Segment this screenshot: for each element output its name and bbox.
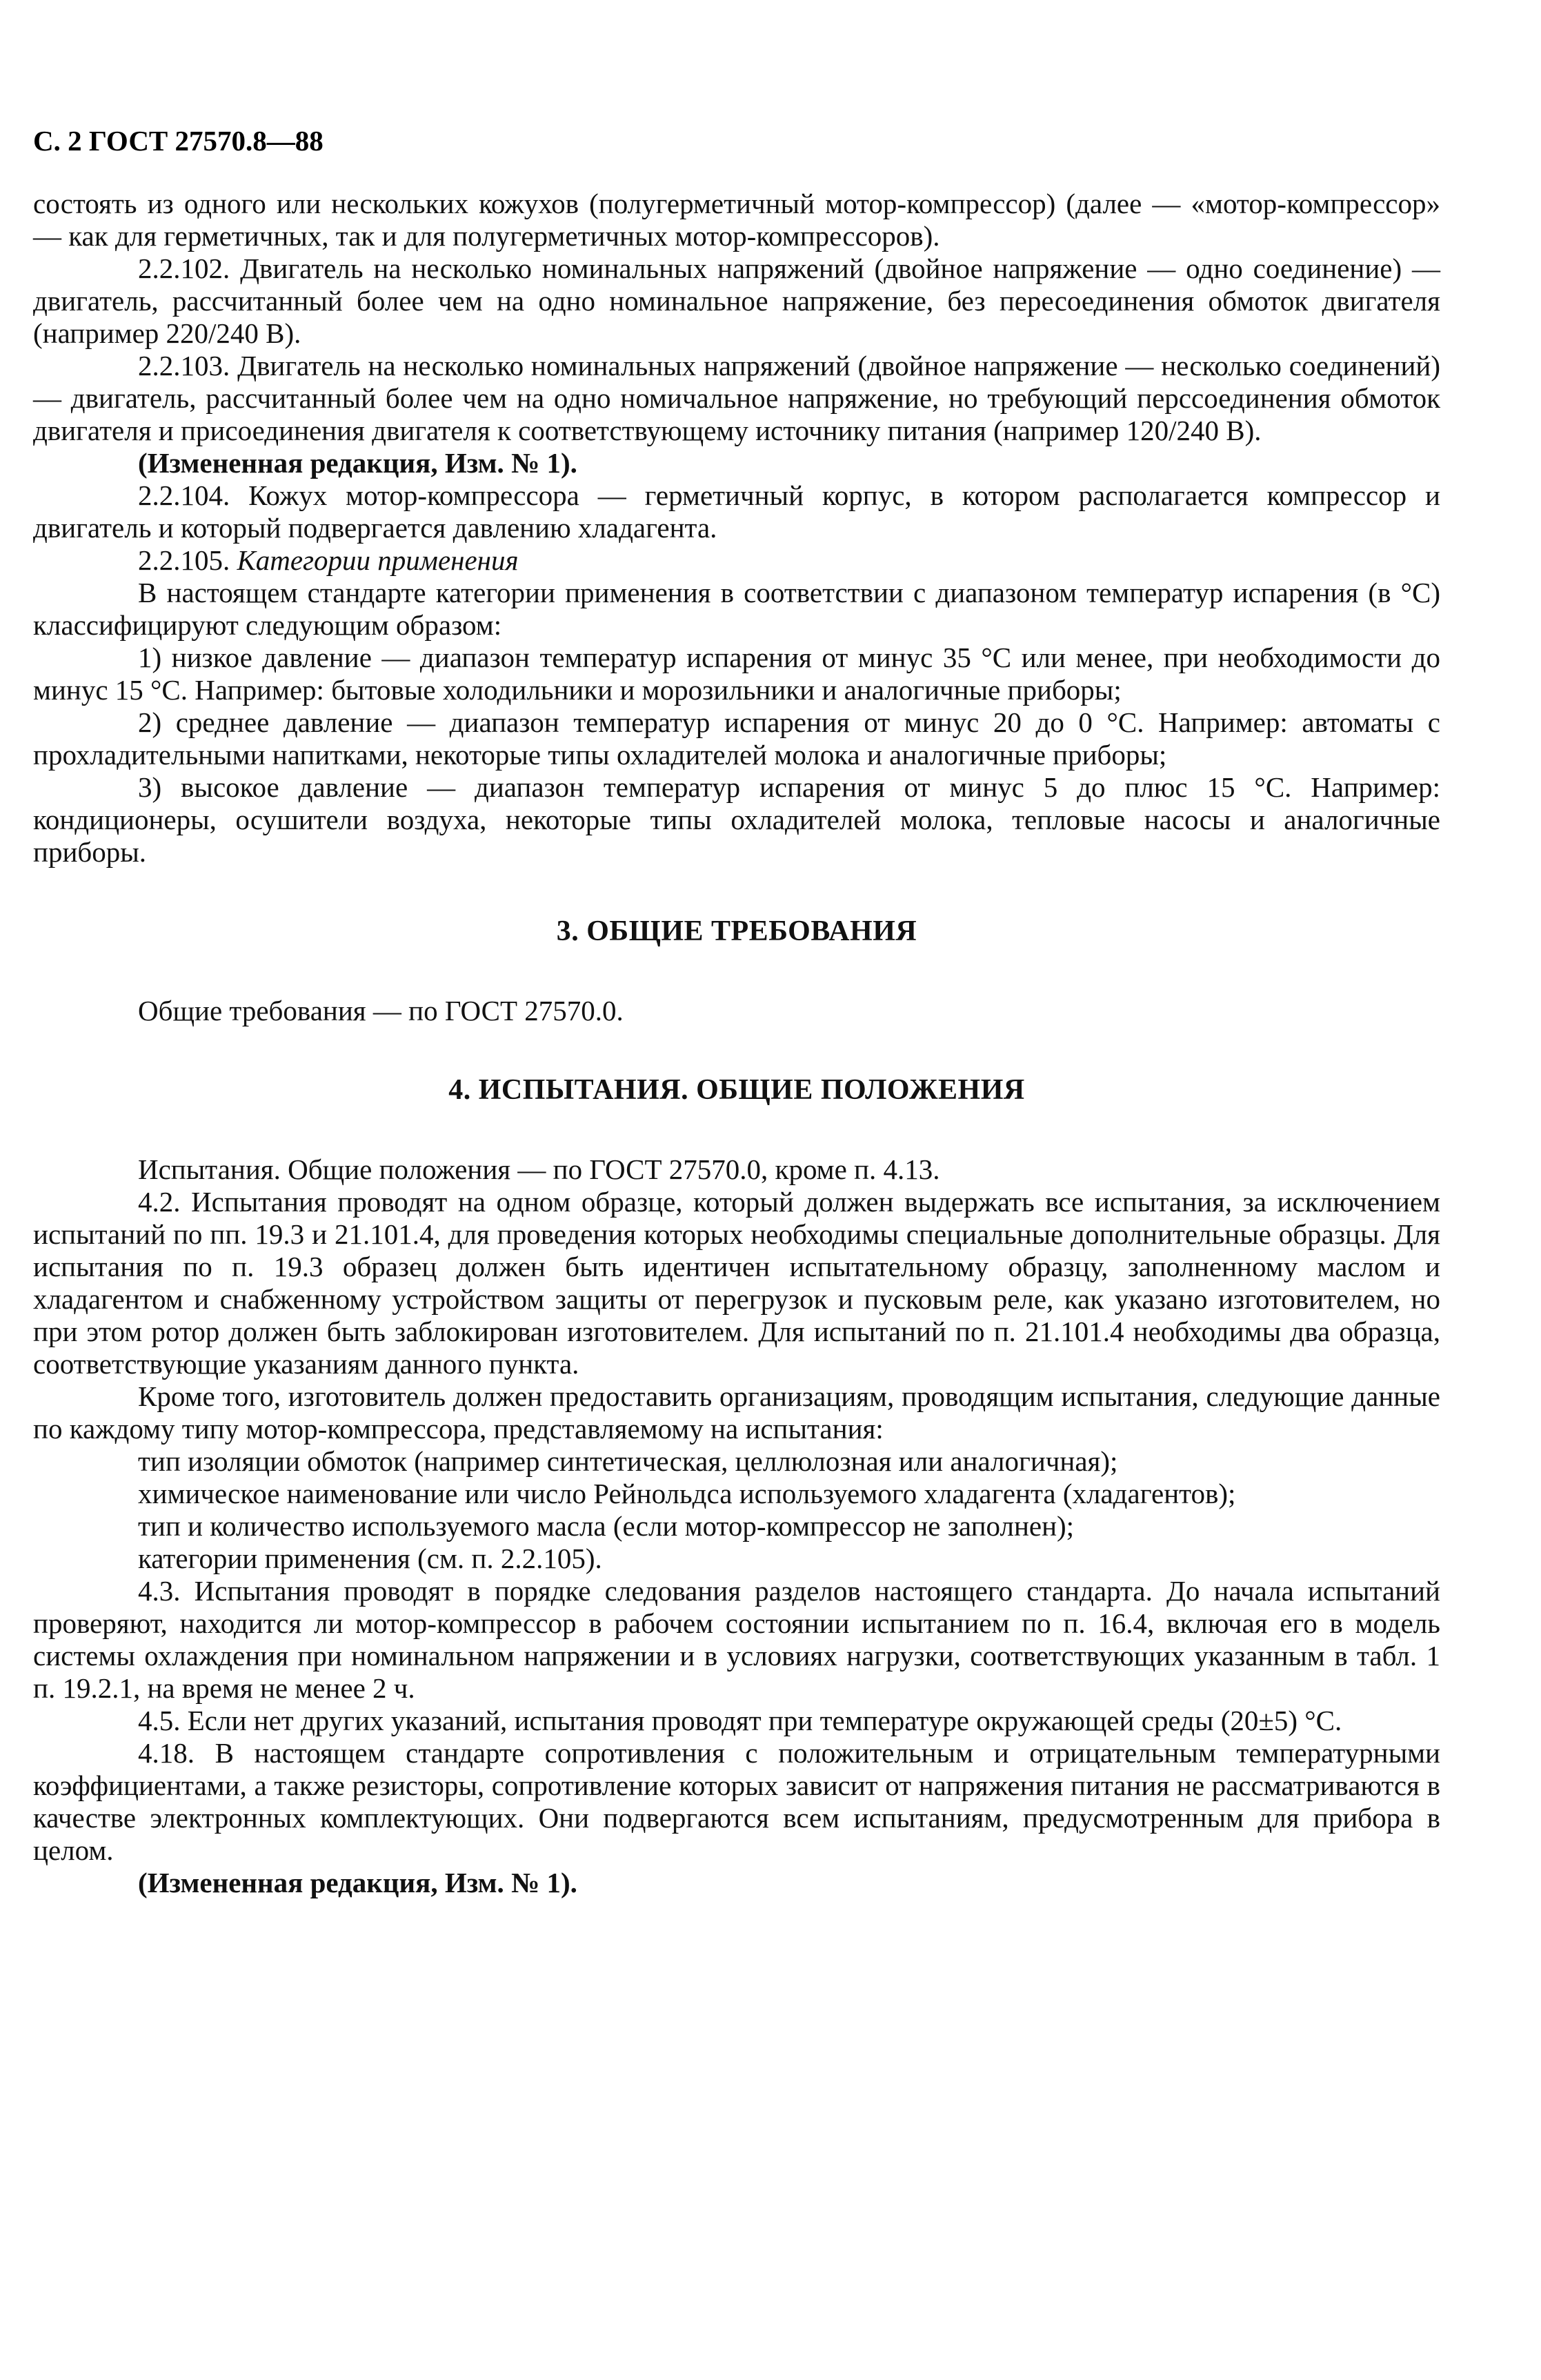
paragraph-besides: Кроме того, изготовитель должен предоставить организациям, проводящим испытания, следующие данные по каждому типу мотор-компрессора, представляемому на испытания:: [33, 1380, 1440, 1445]
data-list-item: тип и количество используемого масла (если мотор-компрессор не заполнен);: [138, 1510, 1075, 1542]
paragraph-4-3: 4.3. Испытания проводят в порядке следования разделов настоящего стандарта. До начала испытаний проверяют, находится ли мотор-компрессор в рабочем состоянии испытанием по п. 16.4, включая его в модель системы охлаждения при номинальном напряжении и в условиях нагрузки, соответствующих указанным в табл. 1 п. 19.2.1, на время не менее 2 ч.: [33, 1575, 1440, 1704]
paragraph-title: Категории применения: [237, 544, 519, 576]
data-list-item: химическое наименование или число Рейнольдса используемого хладагента (хладагентов);: [138, 1478, 1236, 1509]
page-header: С. 2 ГОСТ 27570.8—88: [33, 125, 324, 157]
list-item: 3) высокое давление — диапазон температур испарения от минус 5 до плюс 15 °С. Например: кондиционеры, осушители воздуха, некоторые типы охладителей молока, тепловые насосы и аналогичные приборы.: [33, 771, 1440, 868]
paragraph-2-2-102: 2.2.102. Двигатель на несколько номинальных напряжений (двойное напряжение — одно соединение) — двигатель, рассчитанный более чем на одно номинальное напряжение, без пересоединения обмоток двигателя (например 220/240 В).: [33, 252, 1440, 349]
paragraph-4-5: 4.5. Если нет других указаний, испытания проводят при температуре окружающей среды (20±5) °С.: [138, 1705, 1342, 1736]
section-3-text: Общие требования — по ГОСТ 27570.0.: [138, 995, 624, 1027]
paragraph-4-18: 4.18. В настоящем стандарте сопротивления с положительным и отрицательным температурными коэффициентами, а также резисторы, сопротивление которых зависит от напряжения питания не рассматриваются в качестве электронных комплектующих. Они подвергаются всем испытаниям, предусмотренным для прибора в целом.: [33, 1737, 1440, 1866]
amendment-note: (Измененная редакция, Изм. № 1).: [138, 447, 577, 479]
paragraph-continuation: состоять из одного или нескольких кожухов (полугерметичный мотор-компрессор) (далее — «мотор-компрессор» — как для герметичных, так и для полугерметичных мотор-компрессоров).: [33, 188, 1440, 252]
section-3-title: 3. ОБЩИЕ ТРЕБОВАНИЯ: [556, 915, 917, 947]
paragraph-number: 2.2.105.: [138, 544, 230, 576]
paragraph-categories-intro: В настоящем стандарте категории применения в соответствии с диапазоном температур испарения (в °С) классифицируют следующим образом:: [33, 577, 1440, 641]
paragraph-2-2-104: 2.2.104. Кожух мотор-компрессора — герметичный корпус, в котором располагается компрессор и двигатель и который подвергается давлению хладагента.: [33, 479, 1440, 544]
amendment-note: (Измененная редакция, Изм. № 1).: [138, 1867, 577, 1898]
paragraph-2-2-103: 2.2.103. Двигатель на несколько номинальных напряжений (двойное напряжение — несколько соединений) — двигатель, рассчитанный более чем на одно номичальное напряжение, но требующий перссоединения обмоток двигателя и присоединения двигателя к соответствующему источнику питания (например 120/240 В).: [33, 350, 1440, 446]
list-item: 1) низкое давление — диапазон температур испарения от минус 35 °С или менее, при необходимости до минус 15 °С. Например: бытовые холодильники и морозильники и аналогичные приборы;: [33, 642, 1440, 706]
paragraph-2-2-105: [33, 544, 1440, 577]
data-list-item: тип изоляции обмоток (например синтетическая, целлюлозная или аналогичная);: [138, 1445, 1118, 1477]
list-item: 2) среднее давление — диапазон температур испарения от минус 20 до 0 °С. Например: автоматы с прохладительными напитками, некоторые типы охладителей молока и аналогичные приборы;: [33, 706, 1440, 771]
paragraph-4-2: 4.2. Испытания проводят на одном образце, который должен выдержать все испытания, за исключением испытаний по пп. 19.3 и 21.101.4, для проведения которых необходимы специальные дополнительные образцы. Для испытания по п. 19.3 образец должен быть идентичен испытательному образцу, заполненному маслом и хладагентом и снабженному устройством защиты от перегрузок и пусковым реле, как указано изготовителем, но при этом ротор должен быть заблокирован изготовителем. Для испытаний по п. 21.101.4 необходимы два образца, соответствующие указаниям данного пункта.: [33, 1186, 1440, 1380]
data-list-item: категории применения (см. п. 2.2.105).: [138, 1543, 602, 1574]
section-4-intro: Испытания. Общие положения — по ГОСТ 27570.0, кроме п. 4.13.: [138, 1153, 940, 1185]
section-4-title: 4. ИСПЫТАНИЯ. ОБЩИЕ ПОЛОЖЕНИЯ: [448, 1074, 1025, 1106]
document-body: [33, 188, 1440, 1899]
